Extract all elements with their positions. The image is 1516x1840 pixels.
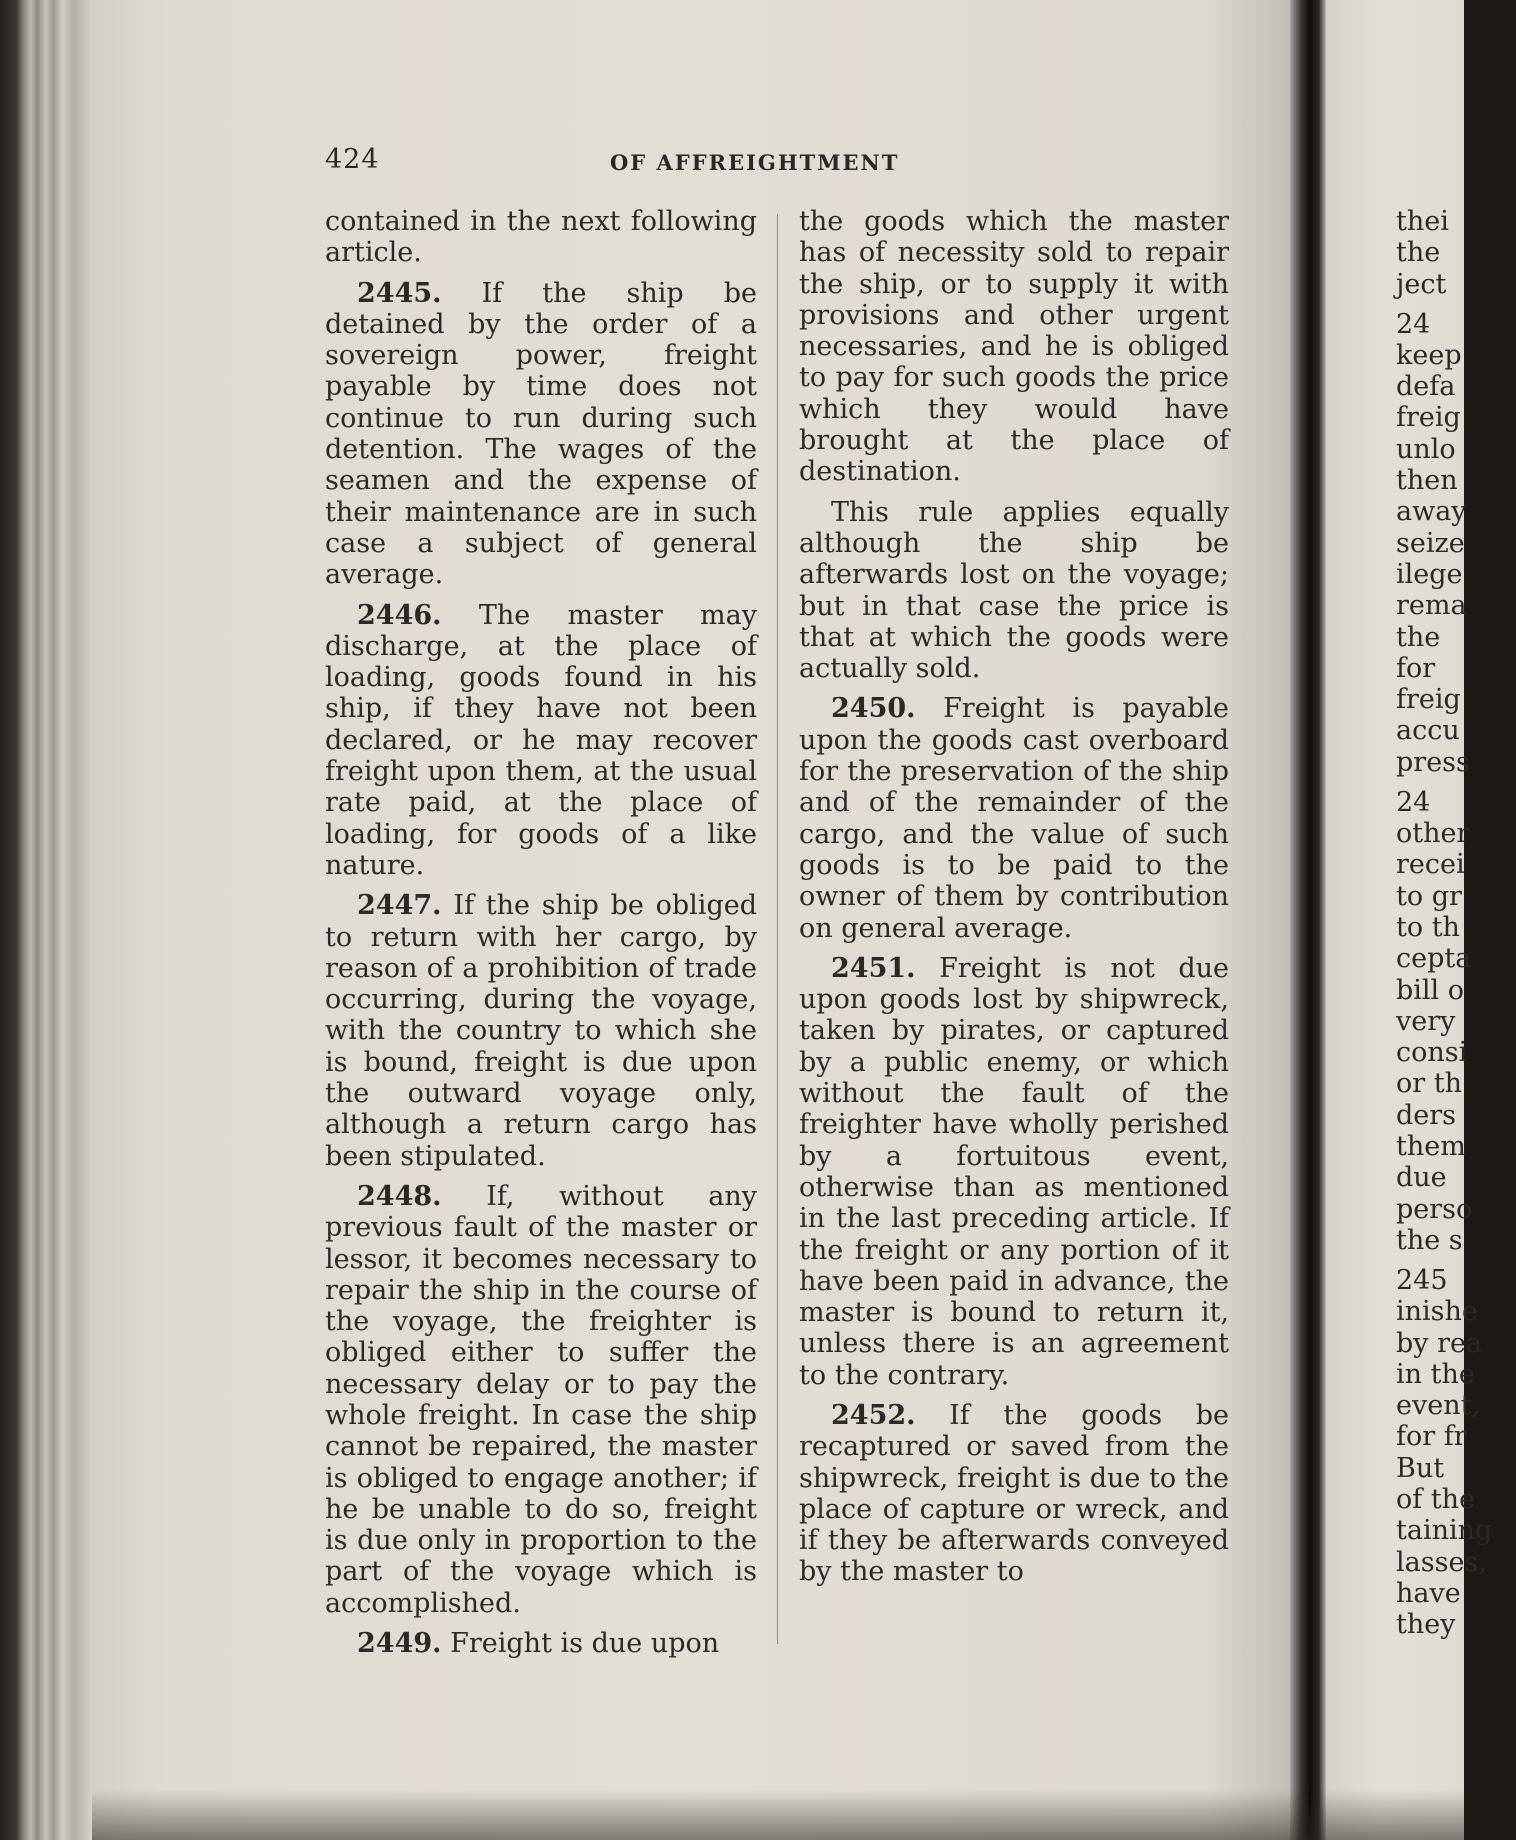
facing-page-line: the xyxy=(1396,621,1441,653)
facing-page-line: by rea xyxy=(1396,1327,1483,1359)
facing-page-line: defa xyxy=(1396,371,1456,403)
facing-page-line: But xyxy=(1396,1452,1445,1484)
facing-page-line: thei xyxy=(1396,206,1449,237)
facing-page-line: 24 xyxy=(1396,308,1431,340)
facing-page-line: have xyxy=(1396,1577,1461,1609)
facing-page-line: consi xyxy=(1396,1037,1468,1069)
facing-page-line: 245 xyxy=(1396,1264,1448,1296)
facing-page-line: rema xyxy=(1396,590,1467,622)
facing-page-line: to th xyxy=(1396,911,1460,943)
article-number: 2452. xyxy=(831,1399,916,1431)
facing-page-line: the s xyxy=(1396,1224,1463,1256)
facing-page-line: the xyxy=(1396,237,1441,269)
article-paragraph xyxy=(799,693,1229,943)
facing-page-line: for fr xyxy=(1396,1421,1467,1453)
facing-page-line: freig xyxy=(1396,684,1461,716)
facing-page-line: ject xyxy=(1396,268,1447,300)
page-bottom-shadow xyxy=(92,1790,1464,1840)
article-paragraph xyxy=(799,497,1229,685)
article-text: This rule applies equally although the ship be afterwards lost on the voyage; but in that case the price is that at which the goods were actually sold. xyxy=(799,496,1229,685)
facing-page-line: ilege xyxy=(1396,558,1463,590)
facing-page-line: freig xyxy=(1396,402,1461,434)
page-number: 424 xyxy=(325,144,380,175)
article-number: 2450. xyxy=(831,693,916,725)
facing-page-line: of the xyxy=(1396,1483,1476,1515)
article-paragraph xyxy=(325,206,757,269)
text-column-left xyxy=(325,206,757,1668)
facing-page-line: other xyxy=(1396,818,1470,850)
article-paragraph xyxy=(325,1181,757,1619)
article-paragraph xyxy=(799,953,1229,1391)
facing-page-line: press xyxy=(1396,746,1470,778)
article-number: 2447. xyxy=(357,890,442,922)
facing-page-line: or th xyxy=(1396,1068,1462,1100)
article-paragraph xyxy=(325,278,757,591)
article-paragraph xyxy=(799,1400,1229,1588)
facing-page-line: seize xyxy=(1396,527,1465,559)
page-header xyxy=(325,144,925,184)
article-paragraph xyxy=(799,206,1229,488)
article-text: contained in the next following article. xyxy=(325,206,757,269)
facing-page-line: away xyxy=(1396,496,1467,528)
article-text: the goods which the master has of necessity sold to repair the ship, or to supply it with provisions and other urgent necessaries, and he is obliged to pay for such goods the price which they would have brought at the place of destination. xyxy=(799,206,1229,488)
facing-page-line: for xyxy=(1396,652,1436,684)
facing-page-line: in the xyxy=(1396,1358,1475,1390)
article-paragraph xyxy=(325,890,757,1172)
article-number: 2449. xyxy=(357,1628,442,1660)
facing-page-line: perso xyxy=(1396,1193,1473,1225)
facing-page-line: unlo xyxy=(1396,433,1456,465)
facing-page-line: event, xyxy=(1396,1390,1481,1422)
article-number: 2446. xyxy=(357,599,442,631)
column-divider xyxy=(777,214,778,1644)
facing-page-line: keep xyxy=(1396,339,1462,371)
running-head: OF AFFREIGHTMENT xyxy=(610,150,900,175)
facing-page-line: taining xyxy=(1396,1515,1493,1547)
article-text: If the ship be obliged to return with her cargo, by reason of a prohibition of trade occurring, during the voyage, with the country to which she is bound, freight is due upon the outward voyage only, although a return cargo has been stipulated. xyxy=(325,890,757,1172)
facing-page-line: recei xyxy=(1396,849,1465,881)
facing-page-line: due xyxy=(1396,1162,1447,1194)
facing-page-line: to gr xyxy=(1396,880,1462,912)
facing-page-line: them xyxy=(1396,1131,1466,1163)
facing-page-line: they xyxy=(1396,1609,1456,1641)
article-number: 2451. xyxy=(831,952,916,984)
facing-page-line: bill o xyxy=(1396,974,1465,1006)
facing-page-line: then xyxy=(1396,465,1458,497)
facing-page-line: accu xyxy=(1396,715,1460,747)
facing-page-line: inishe xyxy=(1396,1296,1478,1328)
article-text: Freight is payable upon the goods cast overboard for the preservation of the ship and of the remainder of the cargo, and the value of such goods is to be paid to the owner of them by contribution on general average. xyxy=(799,693,1229,944)
facing-page-line: lasses, xyxy=(1396,1546,1487,1578)
article-text: If the ship be detained by the order of a sovereign power, freight payable by time does not continue to run during such detention. The wages of the seamen and the expense of their maintenance are in such case a subject of general average. xyxy=(325,277,757,591)
book-gutter xyxy=(1290,0,1326,1840)
article-number: 2445. xyxy=(357,277,442,309)
article-number: 2448. xyxy=(357,1180,442,1212)
facing-page-line: very xyxy=(1396,1005,1456,1037)
facing-page-line: 24 xyxy=(1396,786,1431,818)
article-text: The master may discharge, at the place of loading, goods found in his ship, if they have not been declared, or he may recover freight upon them, at the usual rate paid, at the place of loading, for goods of a like nature. xyxy=(325,599,757,881)
book-page-edges xyxy=(0,0,92,1840)
facing-page-line: cepta xyxy=(1396,943,1472,975)
article-text: If, without any previous fault of the master or lessor, it becomes necessary to repair the ship in the course of the voyage, the freighter is obliged either to suffer the necessary delay or to pay the whole freight. In case the ship cannot be repaired, the master is obliged to engage another; if he be unable to do so, freight is due only in proportion to the part of the voyage which is accomplished. xyxy=(325,1180,757,1619)
text-column-right xyxy=(799,206,1229,1597)
article-text: Freight is due upon xyxy=(450,1628,720,1660)
facing-page-line: ders xyxy=(1396,1099,1457,1131)
article-paragraph xyxy=(325,600,757,882)
article-text: Freight is not due upon goods lost by shipwreck, taken by pirates, or captured by a public enemy, or which without the fault of the freighter have wholly perished by a fortuitous event, otherwise than as mentioned in the last preceding article. If the freight or any portion of it have been paid in advance, the master is bound to return it, unless there is an agreement to the contrary. xyxy=(799,952,1229,1391)
article-text: If the goods be recaptured or saved from the shipwreck, freight is due to the place of capture or wreck, and if they be afterwards conveyed by the master to xyxy=(799,1399,1229,1588)
article-paragraph xyxy=(325,1628,757,1659)
facing-page-text xyxy=(1396,206,1516,1640)
